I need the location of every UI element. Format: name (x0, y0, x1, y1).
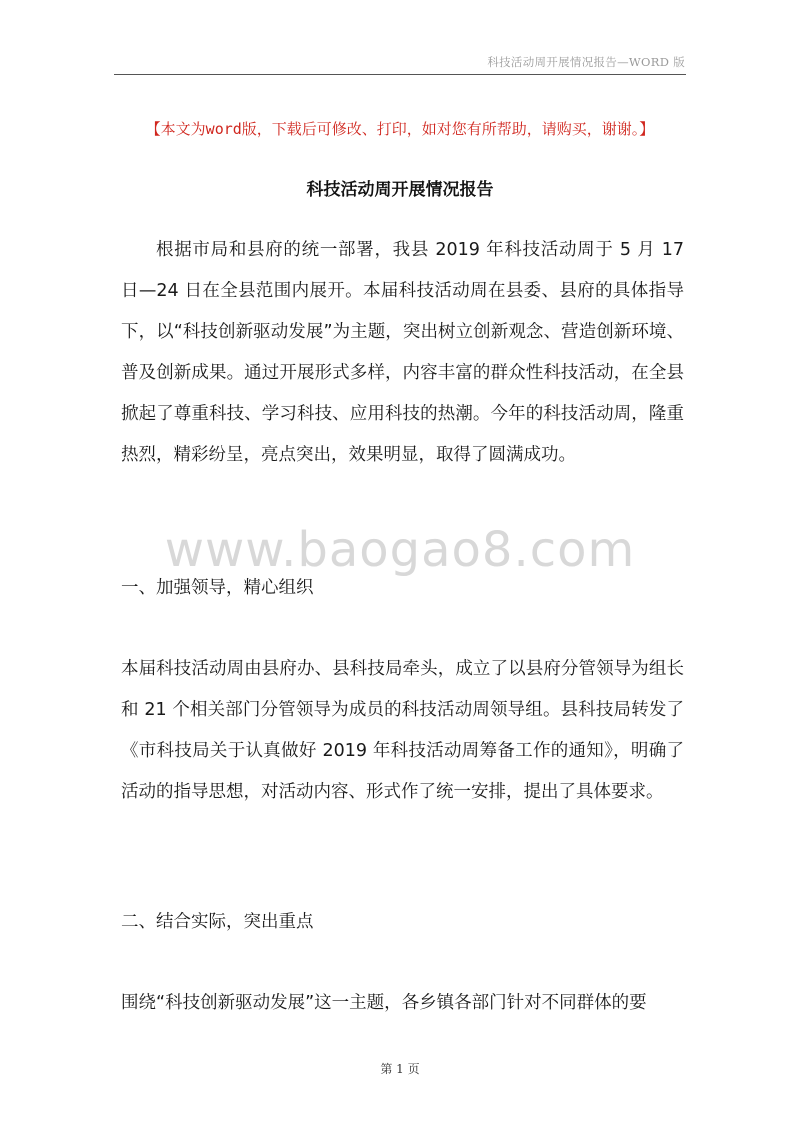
section-heading-1: 一、加强领导，精心组织 (121, 578, 314, 598)
page-number: 第 1 页 (380, 1062, 420, 1076)
document-title: 科技活动周开展情况报告 (306, 180, 494, 200)
watermark: www.baogao8.com (164, 522, 636, 578)
purchase-notice: 【本文为word版，下载后可修改、打印，如对您有所帮助，请购买，谢谢。】 (145, 120, 655, 138)
paragraph-section-1: 本届科技活动周由县府办、县科技局牵头，成立了以县府分管领导为组长和 21 个相关部门分管领导为成员的科技活动周领导组。县科技局转发了《市科技局关于认真做好 2019 年科技活动周筹备工作的通知》，明确了活动的指导思想，对活动内容、形式作了统一安排，提出了具体要求。 (121, 659, 684, 802)
paragraph-intro: 根据市局和县府的统一部署，我县 2019 年科技活动周于 5 月 17 日—24 日在全县范围内展开。本届科技活动周在县委、县府的具体指导下，以“科技创新驱动发展”为主题，突出树立创新观念、营造创新环境、普及创新成果。通过开展形式多样，内容丰富的群众性科技活动，在全县掀起了尊重科技、学习科技、应用科技的热潮。今年的科技活动周，隆重热烈，精彩纷呈，亮点突出，效果明显，取得了圆满成功。 (121, 240, 684, 465)
section-heading-2: 二、结合实际，突出重点 (121, 912, 314, 932)
header-divider (114, 74, 686, 75)
running-header: 科技活动周开展情况报告—WORD 版 (487, 55, 685, 69)
paragraph-section-2: 围绕“科技创新驱动发展”这一主题，各乡镇各部门针对不同群体的要 (121, 993, 647, 1013)
